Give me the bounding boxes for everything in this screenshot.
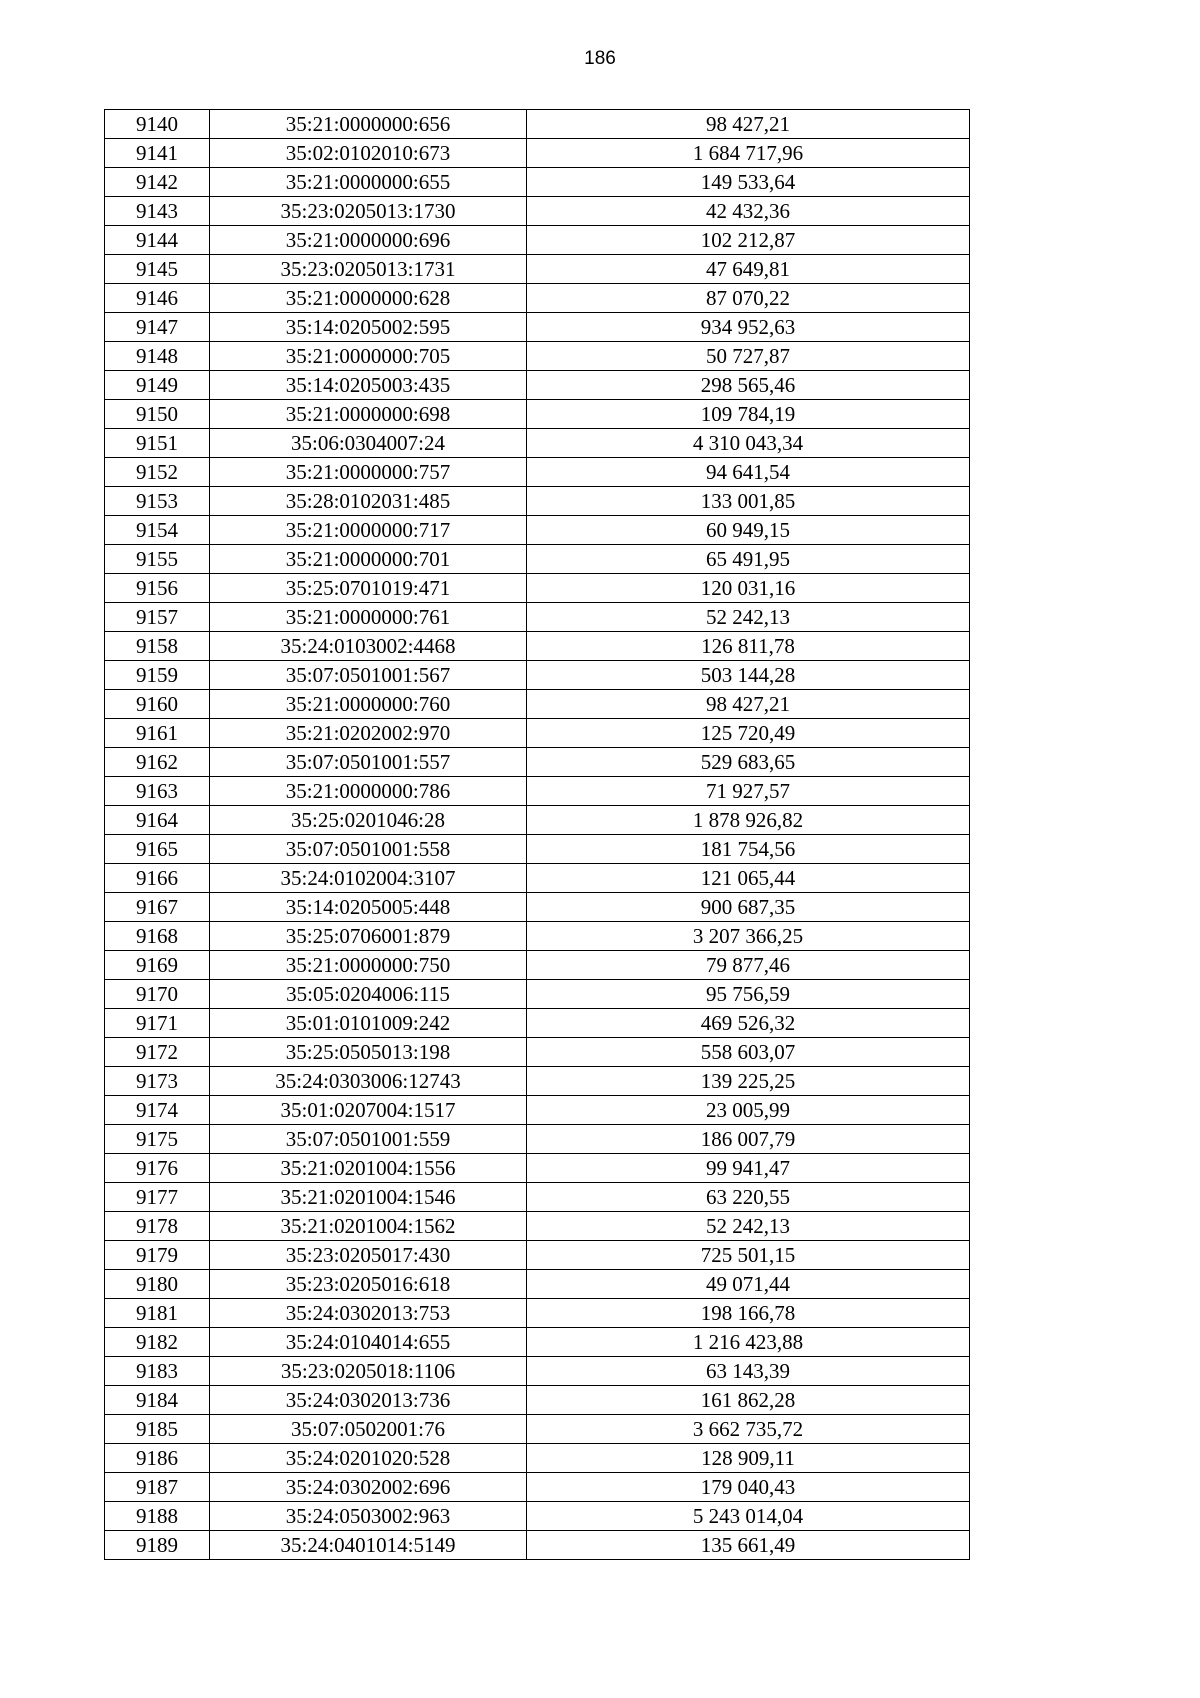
- value-cell: 934 952,63: [527, 313, 970, 342]
- cadastral-number-cell: 35:21:0000000:701: [210, 545, 527, 574]
- table-row: [105, 168, 970, 197]
- cadastral-number-cell: 35:25:0505013:198: [210, 1038, 527, 1067]
- table-row: [105, 197, 970, 226]
- cadastral-number-cell: 35:01:0207004:1517: [210, 1096, 527, 1125]
- table-row: [105, 748, 970, 777]
- table-row: [105, 922, 970, 951]
- value-cell: 128 909,11: [527, 1444, 970, 1473]
- value-cell: 179 040,43: [527, 1473, 970, 1502]
- table-row: [105, 1009, 970, 1038]
- cadastral-number-cell: 35:21:0000000:655: [210, 168, 527, 197]
- row-number-cell: 9156: [105, 574, 210, 603]
- value-cell: 120 031,16: [527, 574, 970, 603]
- cadastral-number-cell: 35:24:0303006:12743: [210, 1067, 527, 1096]
- table-row: [105, 139, 970, 168]
- table-row: [105, 690, 970, 719]
- row-number-cell: 9177: [105, 1183, 210, 1212]
- table-row: [105, 574, 970, 603]
- row-number-cell: 9175: [105, 1125, 210, 1154]
- row-number-cell: 9187: [105, 1473, 210, 1502]
- row-number-cell: 9140: [105, 110, 210, 139]
- cadastral-number-cell: 35:28:0102031:485: [210, 487, 527, 516]
- row-number-cell: 9157: [105, 603, 210, 632]
- cadastral-number-cell: 35:24:0103002:4468: [210, 632, 527, 661]
- row-number-cell: 9183: [105, 1357, 210, 1386]
- value-cell: 149 533,64: [527, 168, 970, 197]
- row-number-cell: 9144: [105, 226, 210, 255]
- table-row: [105, 1241, 970, 1270]
- value-cell: 23 005,99: [527, 1096, 970, 1125]
- row-number-cell: 9148: [105, 342, 210, 371]
- cadastral-number-cell: 35:25:0701019:471: [210, 574, 527, 603]
- row-number-cell: 9172: [105, 1038, 210, 1067]
- table-row: [105, 1125, 970, 1154]
- table-row: [105, 661, 970, 690]
- row-number-cell: 9179: [105, 1241, 210, 1270]
- value-cell: 63 220,55: [527, 1183, 970, 1212]
- table-row: [105, 487, 970, 516]
- value-cell: 469 526,32: [527, 1009, 970, 1038]
- table-row: [105, 255, 970, 284]
- table-body: [105, 110, 970, 1560]
- cadastral-number-cell: 35:14:0205002:595: [210, 313, 527, 342]
- value-cell: 71 927,57: [527, 777, 970, 806]
- row-number-cell: 9145: [105, 255, 210, 284]
- row-number-cell: 9173: [105, 1067, 210, 1096]
- cadastral-number-cell: 35:21:0000000:628: [210, 284, 527, 313]
- table-row: [105, 342, 970, 371]
- table-row: [105, 1154, 970, 1183]
- table-row: [105, 371, 970, 400]
- table-row: [105, 777, 970, 806]
- row-number-cell: 9188: [105, 1502, 210, 1531]
- row-number-cell: 9167: [105, 893, 210, 922]
- cadastral-number-cell: 35:21:0000000:761: [210, 603, 527, 632]
- row-number-cell: 9152: [105, 458, 210, 487]
- cadastral-number-cell: 35:21:0000000:705: [210, 342, 527, 371]
- cadastral-number-cell: 35:07:0502001:76: [210, 1415, 527, 1444]
- row-number-cell: 9171: [105, 1009, 210, 1038]
- row-number-cell: 9186: [105, 1444, 210, 1473]
- value-cell: 186 007,79: [527, 1125, 970, 1154]
- row-number-cell: 9169: [105, 951, 210, 980]
- row-number-cell: 9142: [105, 168, 210, 197]
- table-row: [105, 1096, 970, 1125]
- cadastral-number-cell: 35:21:0000000:757: [210, 458, 527, 487]
- table-row: [105, 1038, 970, 1067]
- cadastral-number-cell: 35:21:0201004:1546: [210, 1183, 527, 1212]
- cadastral-number-cell: 35:24:0302002:696: [210, 1473, 527, 1502]
- value-cell: 94 641,54: [527, 458, 970, 487]
- row-number-cell: 9184: [105, 1386, 210, 1415]
- cadastral-number-cell: 35:07:0501001:557: [210, 748, 527, 777]
- value-cell: 5 243 014,04: [527, 1502, 970, 1531]
- value-cell: 4 310 043,34: [527, 429, 970, 458]
- value-cell: 60 949,15: [527, 516, 970, 545]
- cadastral-number-cell: 35:21:0000000:750: [210, 951, 527, 980]
- value-cell: 558 603,07: [527, 1038, 970, 1067]
- table-row: [105, 1502, 970, 1531]
- value-cell: 3 662 735,72: [527, 1415, 970, 1444]
- value-cell: 52 242,13: [527, 1212, 970, 1241]
- value-cell: 98 427,21: [527, 110, 970, 139]
- value-cell: 98 427,21: [527, 690, 970, 719]
- row-number-cell: 9150: [105, 400, 210, 429]
- table-row: [105, 719, 970, 748]
- cadastral-number-cell: 35:23:0205016:618: [210, 1270, 527, 1299]
- table-row: [105, 545, 970, 574]
- table-row: [105, 980, 970, 1009]
- value-cell: 139 225,25: [527, 1067, 970, 1096]
- table-row: [105, 632, 970, 661]
- cadastral-number-cell: 35:24:0201020:528: [210, 1444, 527, 1473]
- value-cell: 102 212,87: [527, 226, 970, 255]
- value-cell: 529 683,65: [527, 748, 970, 777]
- value-cell: 198 166,78: [527, 1299, 970, 1328]
- value-cell: 125 720,49: [527, 719, 970, 748]
- value-cell: 503 144,28: [527, 661, 970, 690]
- table-row: [105, 226, 970, 255]
- table-row: [105, 284, 970, 313]
- cadastral-number-cell: 35:21:0201004:1562: [210, 1212, 527, 1241]
- cadastral-number-cell: 35:23:0205017:430: [210, 1241, 527, 1270]
- value-cell: 900 687,35: [527, 893, 970, 922]
- table-row: [105, 313, 970, 342]
- row-number-cell: 9165: [105, 835, 210, 864]
- table-row: [105, 110, 970, 139]
- row-number-cell: 9189: [105, 1531, 210, 1560]
- cadastral-number-cell: 35:01:0101009:242: [210, 1009, 527, 1038]
- cadastral-number-cell: 35:21:0202002:970: [210, 719, 527, 748]
- row-number-cell: 9159: [105, 661, 210, 690]
- row-number-cell: 9185: [105, 1415, 210, 1444]
- value-cell: 52 242,13: [527, 603, 970, 632]
- value-cell: 126 811,78: [527, 632, 970, 661]
- value-cell: 50 727,87: [527, 342, 970, 371]
- cadastral-number-cell: 35:14:0205003:435: [210, 371, 527, 400]
- row-number-cell: 9151: [105, 429, 210, 458]
- table-row: [105, 1386, 970, 1415]
- table-row: [105, 835, 970, 864]
- table-row: [105, 429, 970, 458]
- row-number-cell: 9178: [105, 1212, 210, 1241]
- cadastral-number-cell: 35:06:0304007:24: [210, 429, 527, 458]
- value-cell: 79 877,46: [527, 951, 970, 980]
- value-cell: 109 784,19: [527, 400, 970, 429]
- table-row: [105, 864, 970, 893]
- row-number-cell: 9158: [105, 632, 210, 661]
- cadastral-number-cell: 35:14:0205005:448: [210, 893, 527, 922]
- row-number-cell: 9154: [105, 516, 210, 545]
- value-cell: 63 143,39: [527, 1357, 970, 1386]
- value-cell: 725 501,15: [527, 1241, 970, 1270]
- row-number-cell: 9146: [105, 284, 210, 313]
- row-number-cell: 9180: [105, 1270, 210, 1299]
- value-cell: 65 491,95: [527, 545, 970, 574]
- table-row: [105, 893, 970, 922]
- value-cell: 3 207 366,25: [527, 922, 970, 951]
- cadastral-number-cell: 35:24:0401014:5149: [210, 1531, 527, 1560]
- value-cell: 1 216 423,88: [527, 1328, 970, 1357]
- table-row: [105, 1183, 970, 1212]
- value-cell: 1 878 926,82: [527, 806, 970, 835]
- table-row: [105, 603, 970, 632]
- cadastral-number-cell: 35:21:0000000:698: [210, 400, 527, 429]
- table-row: [105, 1067, 970, 1096]
- row-number-cell: 9155: [105, 545, 210, 574]
- cadastral-number-cell: 35:07:0501001:559: [210, 1125, 527, 1154]
- value-cell: 181 754,56: [527, 835, 970, 864]
- row-number-cell: 9161: [105, 719, 210, 748]
- row-number-cell: 9170: [105, 980, 210, 1009]
- table-row: [105, 806, 970, 835]
- cadastral-number-cell: 35:23:0205013:1731: [210, 255, 527, 284]
- value-cell: 135 661,49: [527, 1531, 970, 1560]
- table-row: [105, 516, 970, 545]
- value-cell: 298 565,46: [527, 371, 970, 400]
- row-number-cell: 9181: [105, 1299, 210, 1328]
- cadastral-number-cell: 35:24:0102004:3107: [210, 864, 527, 893]
- value-cell: 42 432,36: [527, 197, 970, 226]
- row-number-cell: 9168: [105, 922, 210, 951]
- cadastral-number-cell: 35:24:0302013:736: [210, 1386, 527, 1415]
- value-cell: 49 071,44: [527, 1270, 970, 1299]
- cadastral-number-cell: 35:23:0205018:1106: [210, 1357, 527, 1386]
- row-number-cell: 9176: [105, 1154, 210, 1183]
- table-row: [105, 1328, 970, 1357]
- row-number-cell: 9153: [105, 487, 210, 516]
- cadastral-number-cell: 35:05:0204006:115: [210, 980, 527, 1009]
- value-cell: 99 941,47: [527, 1154, 970, 1183]
- cadastral-number-cell: 35:23:0205013:1730: [210, 197, 527, 226]
- table-row: [105, 1473, 970, 1502]
- cadastral-number-cell: 35:02:0102010:673: [210, 139, 527, 168]
- value-cell: 161 862,28: [527, 1386, 970, 1415]
- cadastral-number-cell: 35:21:0000000:696: [210, 226, 527, 255]
- row-number-cell: 9182: [105, 1328, 210, 1357]
- row-number-cell: 9164: [105, 806, 210, 835]
- cadastral-number-cell: 35:25:0706001:879: [210, 922, 527, 951]
- data-table: [104, 109, 970, 1560]
- cadastral-number-cell: 35:21:0000000:717: [210, 516, 527, 545]
- table-row: [105, 1444, 970, 1473]
- value-cell: 133 001,85: [527, 487, 970, 516]
- row-number-cell: 9162: [105, 748, 210, 777]
- cadastral-number-cell: 35:07:0501001:558: [210, 835, 527, 864]
- value-cell: 95 756,59: [527, 980, 970, 1009]
- row-number-cell: 9149: [105, 371, 210, 400]
- table-row: [105, 1270, 970, 1299]
- row-number-cell: 9141: [105, 139, 210, 168]
- page-number: 186: [584, 48, 616, 69]
- cadastral-number-cell: 35:07:0501001:567: [210, 661, 527, 690]
- row-number-cell: 9166: [105, 864, 210, 893]
- cadastral-number-cell: 35:25:0201046:28: [210, 806, 527, 835]
- table-row: [105, 400, 970, 429]
- cadastral-number-cell: 35:21:0000000:786: [210, 777, 527, 806]
- row-number-cell: 9174: [105, 1096, 210, 1125]
- value-cell: 1 684 717,96: [527, 139, 970, 168]
- table-row: [105, 951, 970, 980]
- cadastral-number-cell: 35:21:0000000:760: [210, 690, 527, 719]
- row-number-cell: 9160: [105, 690, 210, 719]
- table-row: [105, 1415, 970, 1444]
- value-cell: 121 065,44: [527, 864, 970, 893]
- cadastral-number-cell: 35:24:0302013:753: [210, 1299, 527, 1328]
- cadastral-number-cell: 35:24:0104014:655: [210, 1328, 527, 1357]
- cadastral-number-cell: 35:24:0503002:963: [210, 1502, 527, 1531]
- table-row: [105, 1212, 970, 1241]
- table-row: [105, 1531, 970, 1560]
- value-cell: 47 649,81: [527, 255, 970, 284]
- row-number-cell: 9163: [105, 777, 210, 806]
- table-row: [105, 1299, 970, 1328]
- value-cell: 87 070,22: [527, 284, 970, 313]
- cadastral-number-cell: 35:21:0201004:1556: [210, 1154, 527, 1183]
- row-number-cell: 9147: [105, 313, 210, 342]
- cadastral-number-cell: 35:21:0000000:656: [210, 110, 527, 139]
- row-number-cell: 9143: [105, 197, 210, 226]
- table-row: [105, 458, 970, 487]
- table-row: [105, 1357, 970, 1386]
